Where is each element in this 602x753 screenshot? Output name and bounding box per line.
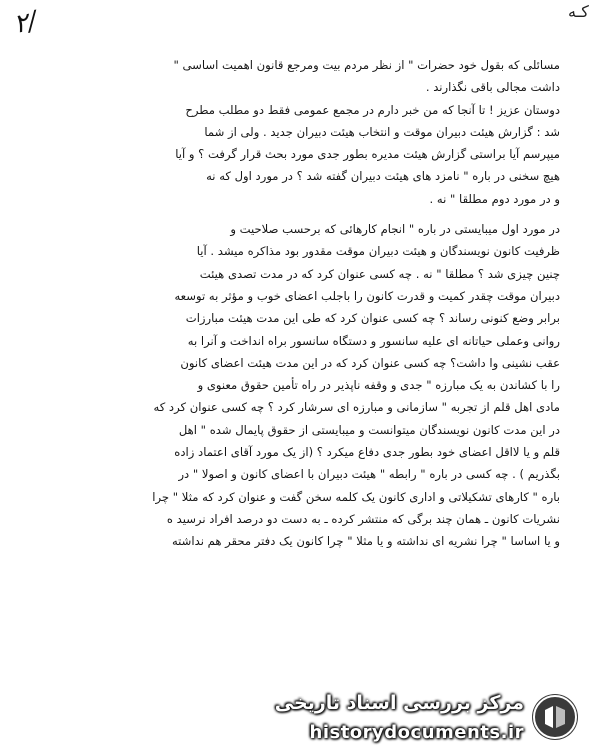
body-line: مسائلی که بقول خود حضرات " از نظر مردم بیت ومرجع قانون اهمیت اساسی " [173,58,560,72]
body-line: شد : گزارش هیئت دبیران موقت و انتخاب هیئت دبیران جدید . ولی از شما [204,124,560,139]
body-line: چنین چیزی شد ؟ مطلقا " نه . چه کسی عنوان کرد که در مدت تصدی هیئت [199,266,560,281]
body-line: عقب نشینی وا داشت؟ چه کسی عنوان کرد که در این مدت هیئت اعضای کانون [180,355,560,370]
corner-text: کـه [568,2,589,21]
body-line: میپرسم آیا براستی گزارش هیئت مدیره بطور جدی مورد بحث قرار گرفت ؟ و آیا [175,147,560,162]
body-line: و یا اساسا " چرا نشریه ای نداشته و یا مثلا " چرا کانون یک دفتر محقر هم نداشته [171,534,560,549]
body-line: ظرفیت کانون نویسندگان و هیئت دبیران موقت مقدور بود مذاکره میشد . آیا [196,244,560,259]
body-line: دبیران موقت چقدر کمیت و قدرت کانون را باجلب اعضای خوب و مؤثر به توسعه [174,288,560,303]
body-line: هیچ سخنی در باره " نامزد های هیئت دبیران گفته شد ؟ در مورد اول که نه [206,169,560,184]
watermark-title: مرکز بررسی اسناد تاریخی [274,692,524,714]
body-line: نشریات کانون ـ همان چند برگی که منتشر کرده ـ به دست دو درصد افراد نرسید ه [166,511,560,526]
document-body [44,54,560,553]
handwritten-page-number: ۲/ [11,5,40,41]
body-line: بگذریم ) . چه کسی در باره " رابطه " هیئت دبیران با اعضای کانون و اصولا " در [178,467,560,482]
body-line: در مورد اول میبایستی در باره " انجام کارهائی که برحسب صلاحیت و [230,222,560,237]
body-line: و در مورد دوم مطلقا " نه . [429,191,560,206]
body-line: در این مدت کانون نویسندگان میتوانست و میبایستی از حقوق پایمال شده " اهل [178,422,560,437]
watermark [218,692,578,748]
body-line: مادی اهل قلم از تجربه " سازمانی و مبارزه ای سرشار کرد ؟ چه کسی عنوان کرد که [153,400,560,415]
body-line: را با کشاندن به یک مبارزه " جدی و وقفه ناپذیر در راه تأمین حقوق معنوی و [197,378,560,393]
body-line: دوستان عزیز ! تا آنجا که من خبر دارم در مجمع عمومی فقط دو مطلب مطرح [185,102,560,117]
watermark-url: historydocuments.ir [309,722,524,743]
body-line: باره " کارهای تشکیلاتی و اداری کانون یک کلمه سخن گفت و عنوان کرد که مثلا " چرا [152,489,560,504]
body-line: داشت مجالی باقی نگذارند . [425,80,560,95]
body-line: برابر وضع کنونی رساند ؟ چه کسی عنوان کرد که طی این مدت هیئت مبارزات [185,311,560,326]
archive-logo-icon [532,694,578,740]
body-line: قلم و یا لااقل اعضای خود بطور جدی دفاع میکرد ؟ (از یک مورد آقای اعتماد زاده [174,445,560,460]
body-line: روانی وعملی حیاتانه ای علیه سانسور و دستگاه سانسور براه انداخت و آنرا به [187,333,560,348]
